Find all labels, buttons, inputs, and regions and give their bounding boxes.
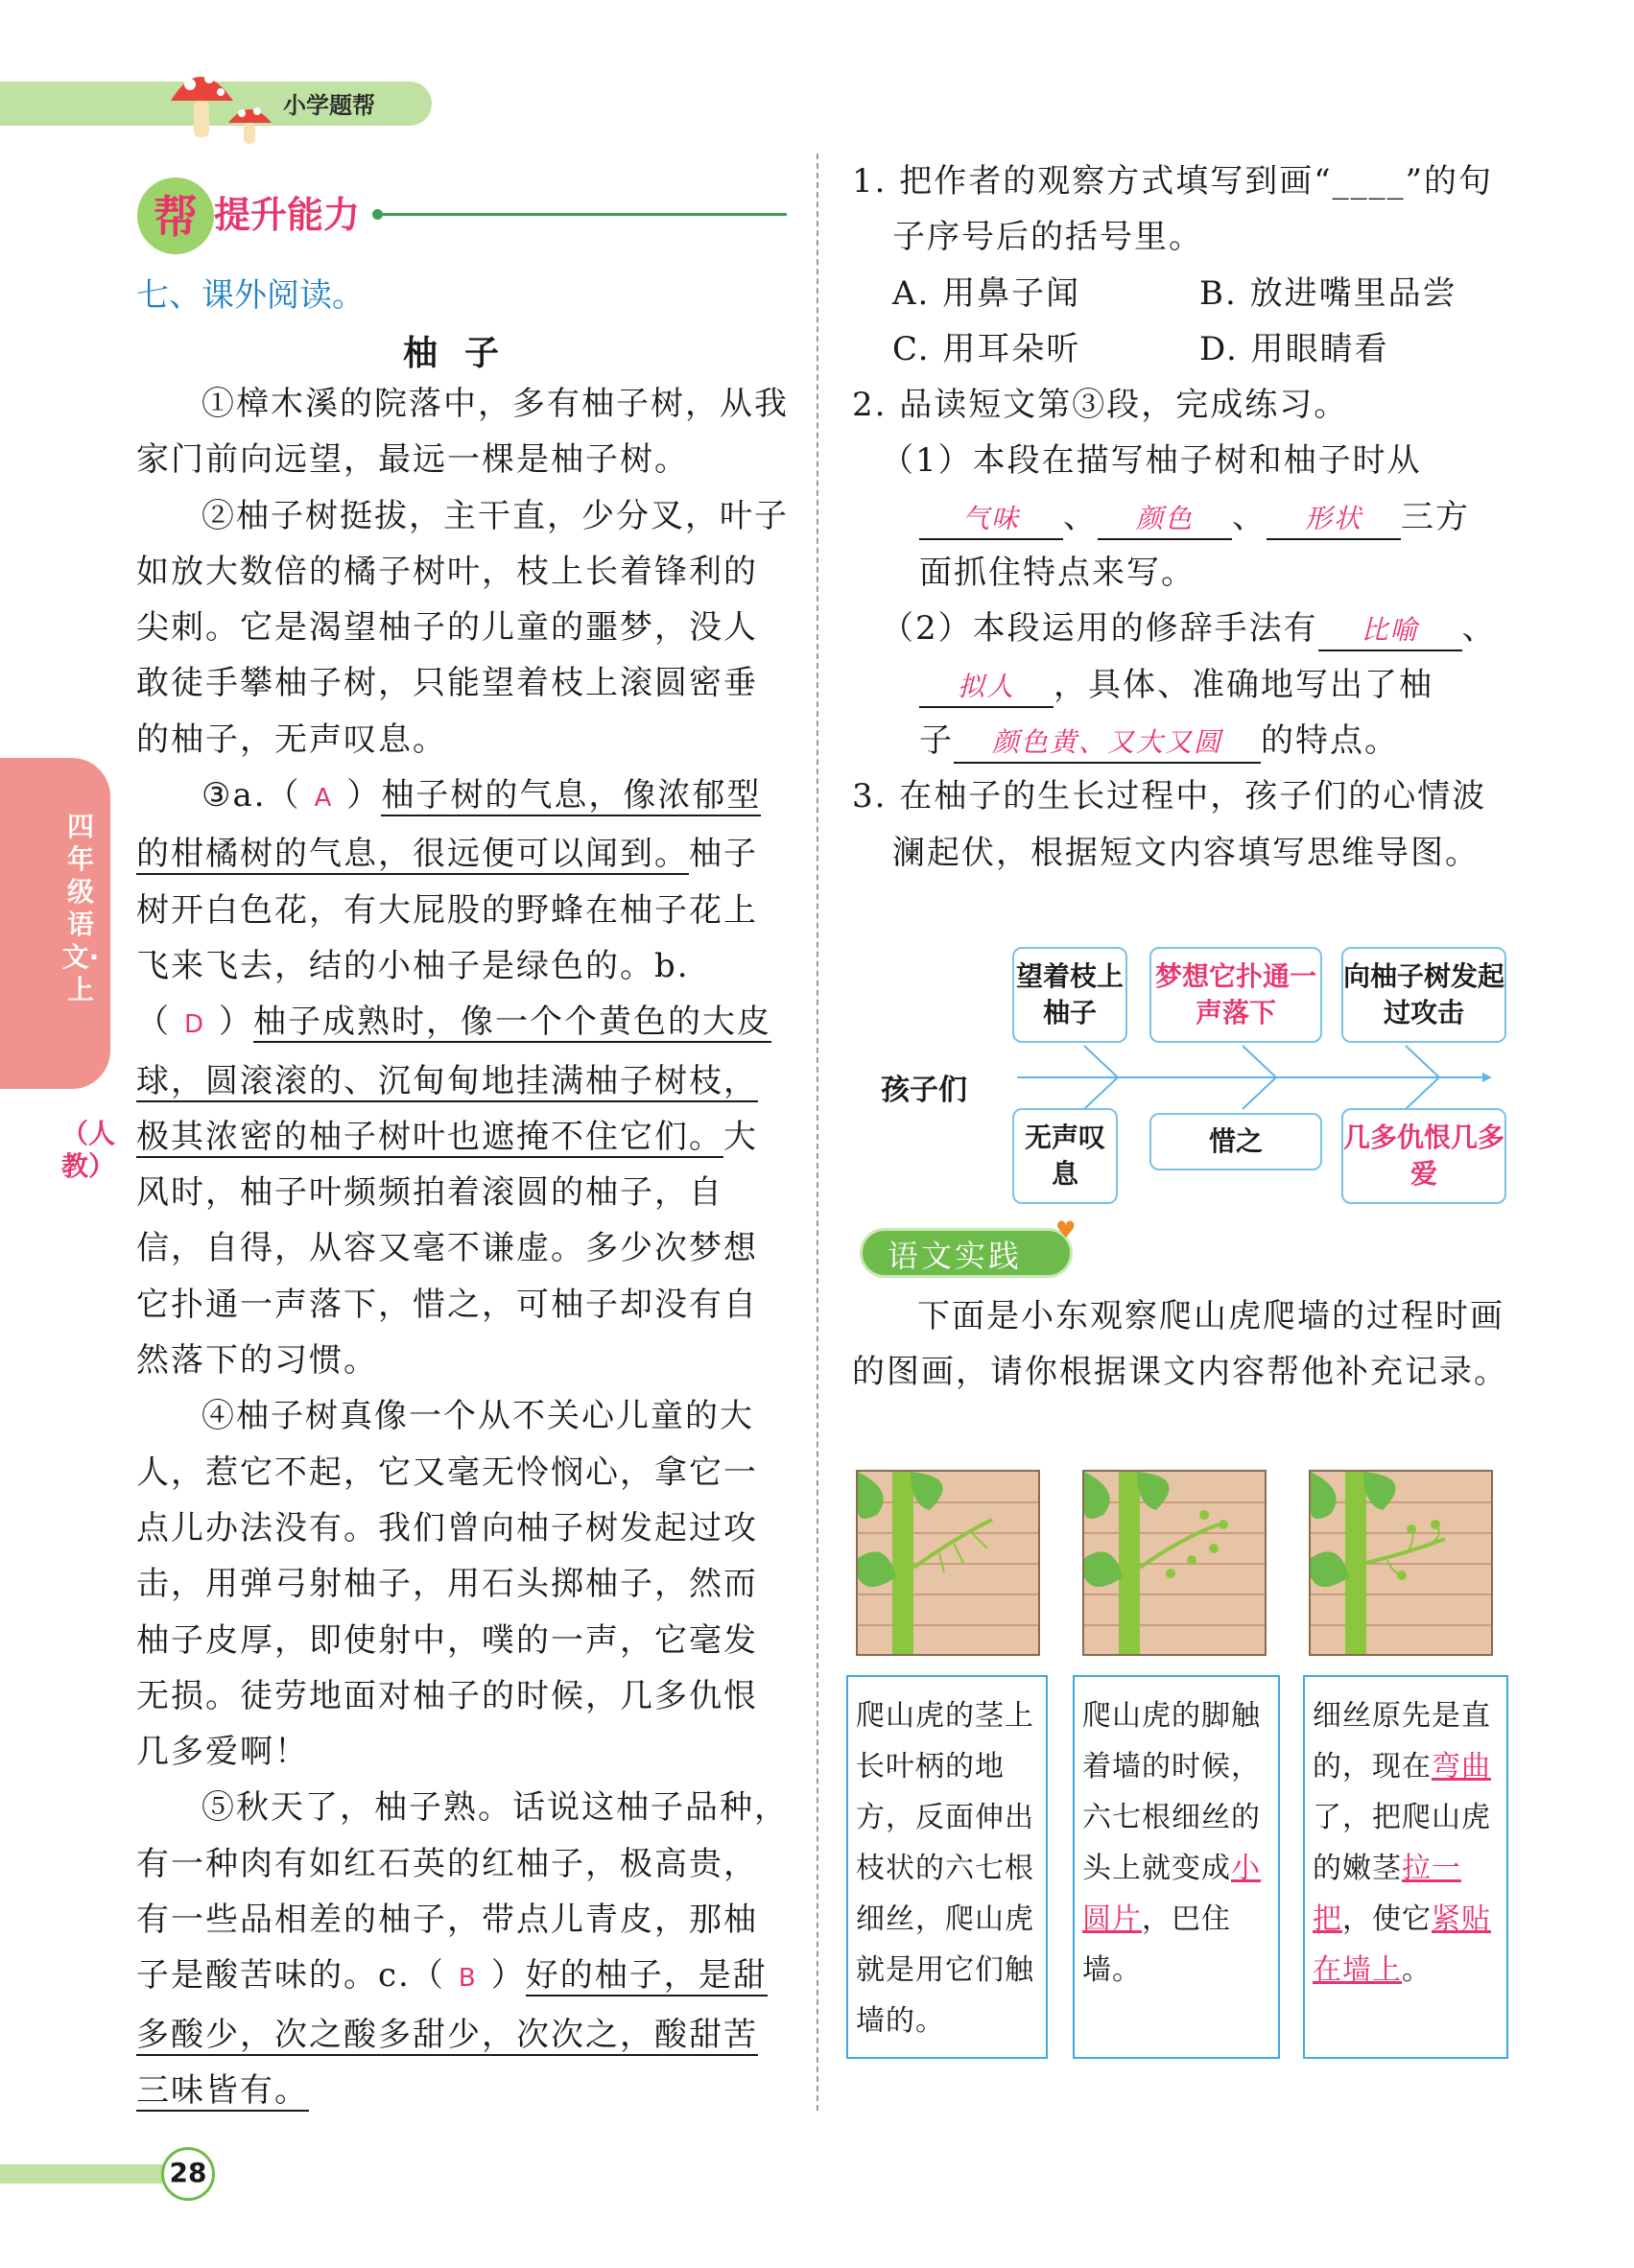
answer-pull: 拉一把: [1313, 1852, 1461, 1936]
reading-heading: 七、课外阅读。: [136, 276, 365, 315]
edition-label: （人教）: [61, 1118, 116, 1182]
mindmap-bottom-3: 几多仇恨几多爱: [1341, 1108, 1506, 1204]
question-2: 2. 品读短文第③段，完成练习。: [852, 386, 1349, 425]
questions: [852, 154, 1514, 881]
question-1: 1. 把作者的观察方式填写到画“____”的句子序号后的括号里。: [852, 162, 1494, 257]
brand-name: 小学题帮: [283, 92, 375, 119]
page-number: 28: [169, 2157, 207, 2188]
blank-personification: 拟人: [919, 668, 1054, 708]
mushroom-icon: [161, 58, 286, 144]
paragraph-1: ①樟木溪的院落中，多有柚子树，从我家门前向远望，最远一棵是柚子树。: [136, 385, 789, 480]
ivy-picture-3: [1309, 1470, 1493, 1656]
question-1-options-row1: A. 用鼻子闻 B. 放进嘴里品尝: [892, 273, 1457, 313]
answer-a: A: [314, 784, 334, 814]
mindmap-top-2: 梦想它扑通一声落下: [1149, 947, 1322, 1043]
story-title: 柚子: [403, 333, 527, 373]
blank-feature: 颜色黄、又大又圆: [954, 723, 1261, 764]
question-2-2-line2: 拟人 ，具体、准确地写出了柚: [852, 657, 1514, 713]
column-divider: [817, 154, 818, 2111]
ivy-picture-1: [856, 1470, 1040, 1656]
answer-small-disc: 小圆片: [1082, 1852, 1261, 1936]
record-card-1: 爬山虎的茎上长叶柄的地方，反面伸出枝状的六七根细丝，爬山虎就是用它们触墙的。: [846, 1675, 1048, 2059]
blank-shape: 形状: [1267, 500, 1401, 540]
underlined-sentence-b: 柚子成熟时，像一个个黄色的大皮球，圆滚滚的、沉甸甸地挂满柚子树枝，极其浓密的柚子树叶也遮掩不住它们。: [136, 1003, 772, 1156]
underlined-sentence-a: 柚子树的气息，像浓郁型的柑橘树的气息，很远便可以闻到。: [136, 776, 762, 874]
answer-cling: 紧贴在墙上: [1313, 1902, 1491, 1987]
story-body: [136, 376, 789, 2118]
mindmap-top-3: 向柚子树发起过攻击: [1341, 947, 1506, 1043]
question-2-2: （2）本段运用的修辞手法有 比喻 、: [852, 601, 1514, 656]
mindmap-bottom-2: 惜之: [1149, 1113, 1322, 1170]
answer-b: D: [184, 1010, 206, 1040]
mindmap-top-1: 望着枝上柚子: [1012, 947, 1127, 1043]
practice-badge-label: 语文实践: [888, 1238, 1023, 1274]
underlined-sentence-c: 好的柚子，是甜多酸少，次之酸多甜少，次次之，酸甜苦三味皆有。: [136, 1956, 768, 2110]
section-title: 提升能力: [214, 194, 361, 236]
grade-label: 四年级语文·上: [61, 811, 100, 1005]
mindmap-root: 孩子们: [881, 1074, 967, 1107]
heart-icon: ♥: [1055, 1217, 1077, 1243]
record-card-3: 细丝原先是直的，现在弯曲了，把爬山虎的嫩茎拉一把，使它紧贴在墙上。: [1303, 1675, 1508, 2059]
question-3: 3. 在柚子的生长过程中，孩子们的心情波澜起伏，根据短文内容填写思维导图。: [852, 777, 1487, 872]
paragraph-3: ③a.（ A ）柚子树的气息，像浓郁型的柑橘树的气息，很远便可以闻到。柚子树开白色花，有大屁股的野蜂在柚子花上飞来飞去，结的小柚子是绿色的。b.（ D ）柚子成熟时，像一个个黄色的大皮球，圆滚滚的、沉甸甸地挂满柚子树枝，极其浓密的柚子树叶也遮掩不住它们。大风时，柚子叶频频拍着滚圆的柚子，自信，自得，从容又毫不谦虚。多少次梦想它扑通一声落下，惜之，可柚子却没有自然落下的习惯。: [136, 776, 772, 1381]
question-2-2-line3: 子 颜色黄、又大又圆 的特点。: [852, 713, 1514, 768]
ivy-picture-2: [1082, 1470, 1267, 1656]
paragraph-2: ②柚子树挺拔，主干直，少分叉，叶子如放大数倍的橘子树叶，枝上长着锋利的尖刺。它是渴望柚子的儿童的噩梦，没人敢徒手攀柚子树，只能望着枝上滚圆密垂的柚子，无声叹息。: [136, 496, 789, 759]
practice-intro: 下面是小东观察爬山虎爬墙的过程时画的图画，请你根据课文内容帮他补充记录。: [852, 1297, 1508, 1392]
blank-smell: 气味: [919, 500, 1063, 540]
answer-c: B: [458, 1964, 478, 1994]
question-2-1-end: 面抓住特点来写。: [919, 554, 1196, 593]
question-2-1: （1）本段在描写柚子树和柚子时从: [881, 441, 1422, 481]
section-line: [377, 213, 787, 216]
blank-color: 颜色: [1098, 500, 1232, 540]
section-badge-char: 帮: [154, 191, 198, 243]
paragraph-4: ④柚子树真像一个从不关心儿童的大人，惹它不起，它又毫无怜悯心，拿它一点儿办法没有。我们曾向柚子树发起过攻击，用弹弓射柚子，用石头掷柚子，然而柚子皮厚，即使射中，噗的一声，它毫发无损。徒劳地面对柚子的时候，几多仇恨几多爱啊！: [136, 1397, 758, 1772]
answer-bent: 弯曲: [1432, 1750, 1491, 1784]
blank-metaphor: 比喻: [1318, 611, 1462, 651]
question-2-1-blanks: 气味 、 颜色 、 形状 三方: [852, 489, 1514, 545]
record-card-2: 爬山虎的脚触着墙的时候，六七根细丝的头上就变成小圆片，巴住墙。: [1073, 1675, 1280, 2059]
mindmap-bottom-1: 无声叹息: [1012, 1108, 1118, 1204]
question-1-options-row2: C. 用耳朵听 D. 用眼睛看: [892, 329, 1389, 368]
paragraph-5: ⑤秋天了，柚子熟。话说这柚子品种，有一种肉有如红石英的红柚子，极高贵，有一些品相差的柚子，带点儿青皮，那柚子是酸苦味的。c.（ B ）好的柚子，是甜多酸少，次之酸多甜少，次次之，酸甜苦三味皆有。: [136, 1788, 789, 2110]
